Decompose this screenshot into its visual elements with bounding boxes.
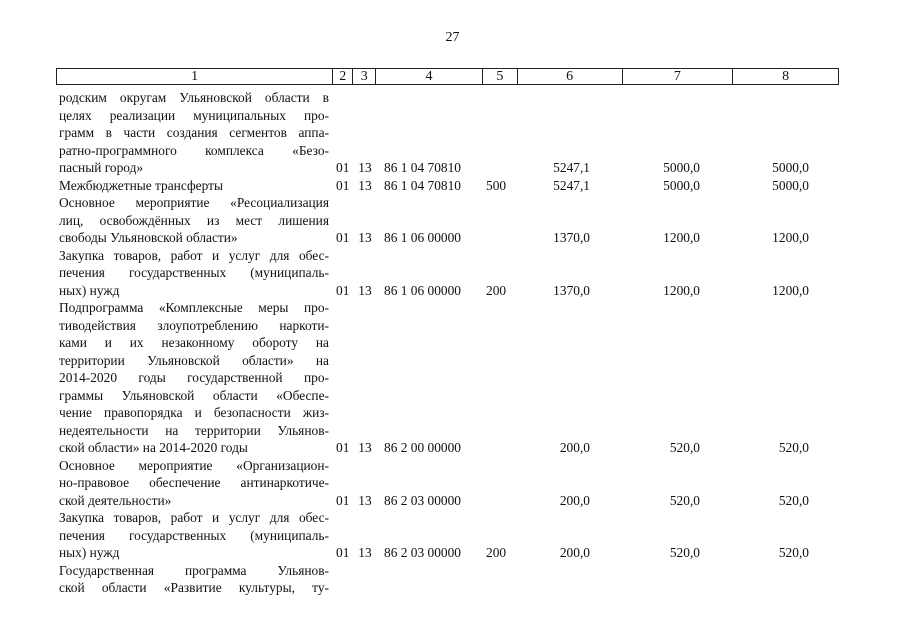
row-description (59, 299, 329, 457)
description-line: Государственная программа Ульянов- (59, 562, 329, 578)
cell-c6: 5247,1 (553, 177, 590, 193)
table-row (59, 177, 844, 195)
cell-c3: 13 (358, 177, 372, 193)
cell-c8: 520,0 (778, 440, 809, 455)
description-line: граммы Ульяновской области «Обеспе- (59, 387, 329, 403)
cell-c5: 200 (486, 282, 507, 298)
description-line: родским округам Ульяновской области в (59, 90, 329, 105)
cell-c2: 01 (336, 545, 350, 560)
cell-c4: 86 2 03 00000 (384, 545, 461, 560)
cell-c7: 520,0 (669, 492, 700, 508)
header-col-6: 6 (518, 69, 623, 84)
table-header-row (56, 68, 839, 85)
page-number: 27 (445, 30, 460, 45)
cell-c6: 1370,0 (553, 230, 590, 245)
header-col-8: 8 (782, 69, 790, 84)
cell-c4: 86 1 06 00000 (384, 282, 461, 298)
row-description (59, 247, 329, 300)
header-col-2: 2 (333, 69, 353, 84)
description-line: Подпрограмма «Комплексные меры про- (59, 300, 329, 315)
row-description (59, 509, 329, 562)
description-line: Закупка товаров, работ и услуг для обес- (59, 510, 329, 525)
description-line: недеятельности на территории Ульянов- (59, 422, 329, 438)
description-line: ской области «Развитие культуры, ту- (59, 580, 329, 595)
cell-c7: 5000,0 (663, 160, 700, 175)
description-line: но-правовое обеспечение антинаркотиче- (59, 475, 329, 490)
cell-c4: 86 2 03 00000 (384, 492, 461, 508)
cell-c4: 86 1 04 70810 (384, 177, 461, 193)
cell-c3: 13 (358, 492, 372, 508)
row-description (59, 562, 329, 597)
description-line: печения государственных (муниципаль- (59, 527, 329, 543)
cell-c3: 13 (358, 545, 372, 560)
description-line: Закупка товаров, работ и услуг для обес- (59, 247, 329, 263)
table-row (59, 299, 844, 457)
cell-c8: 5000,0 (772, 177, 809, 193)
cell-c7: 5000,0 (663, 177, 700, 193)
cell-c6: 200,0 (559, 545, 590, 560)
cell-c8: 5000,0 (772, 160, 809, 175)
header-col-4: 4 (376, 69, 483, 84)
cell-c8: 1200,0 (772, 230, 809, 245)
description-line: свободы Ульяновской области» (59, 230, 238, 245)
cell-c3: 13 (358, 282, 372, 298)
cell-c7: 1200,0 (663, 282, 700, 298)
table-row (59, 562, 844, 597)
description-line: ками и их незаконному обороту на (59, 335, 329, 350)
cell-c4: 86 1 04 70810 (384, 160, 461, 175)
description-line: тиводействия злоупотреблению наркоти- (59, 317, 329, 333)
description-line: пасный город» (59, 160, 144, 175)
description-line: ных) нужд (59, 545, 120, 560)
row-description (59, 89, 329, 177)
cell-c8: 1200,0 (772, 282, 809, 298)
table-row (59, 247, 844, 300)
description-line: Основное мероприятие «Ресоциализация (59, 195, 329, 210)
description-line: 2014-2020 годы государственной про- (59, 370, 329, 385)
cell-c6: 200,0 (559, 492, 590, 508)
cell-c2: 01 (336, 492, 350, 508)
description-line: ской области» на 2014-2020 годы (59, 440, 248, 455)
description-line: территории Ульяновской области» на (59, 352, 329, 368)
table-body (59, 89, 844, 597)
description-line: ской деятельности» (59, 492, 172, 508)
cell-c5: 200 (486, 545, 507, 560)
description-line: целях реализации муниципальных про- (59, 107, 329, 123)
cell-c3: 13 (358, 440, 372, 455)
description-line: грамм в части создания сегментов аппа- (59, 125, 329, 140)
cell-c3: 13 (358, 230, 372, 245)
description-line: ратно-программного комплекса «Безо- (59, 142, 329, 158)
description-line: Основное мероприятие «Организацион- (59, 457, 329, 473)
cell-c2: 01 (336, 160, 350, 175)
cell-c7: 1200,0 (663, 230, 700, 245)
header-col-3: 3 (353, 69, 376, 84)
row-description (59, 177, 329, 195)
description-line: чение правопорядка и безопасности жиз- (59, 405, 329, 420)
cell-c2: 01 (336, 177, 350, 193)
row-description (59, 194, 329, 247)
description-line: Межбюджетные трансферты (59, 177, 223, 193)
table-row (59, 89, 844, 177)
cell-c8: 520,0 (778, 545, 809, 560)
description-line: ных) нужд (59, 282, 120, 298)
table-row (59, 509, 844, 562)
cell-c7: 520,0 (669, 545, 700, 560)
cell-c8: 520,0 (778, 492, 809, 508)
cell-c2: 01 (336, 282, 350, 298)
cell-c4: 86 2 00 00000 (384, 440, 461, 455)
cell-c2: 01 (336, 230, 350, 245)
cell-c2: 01 (336, 440, 350, 455)
header-col-5: 5 (483, 69, 518, 84)
cell-c6: 5247,1 (553, 160, 590, 175)
description-line: печения государственных (муниципаль- (59, 265, 329, 280)
cell-c6: 1370,0 (553, 282, 590, 298)
header-col-1: 1 (57, 69, 333, 84)
header-col-7: 7 (623, 69, 734, 84)
cell-c6: 200,0 (559, 440, 590, 455)
description-line: лиц, освобождённых из мест лишения (59, 212, 329, 228)
table-row (59, 457, 844, 510)
row-description (59, 457, 329, 510)
table-row (59, 194, 844, 247)
cell-c3: 13 (358, 160, 372, 175)
cell-c5: 500 (486, 177, 507, 193)
cell-c7: 520,0 (669, 440, 700, 455)
cell-c4: 86 1 06 00000 (384, 230, 461, 245)
